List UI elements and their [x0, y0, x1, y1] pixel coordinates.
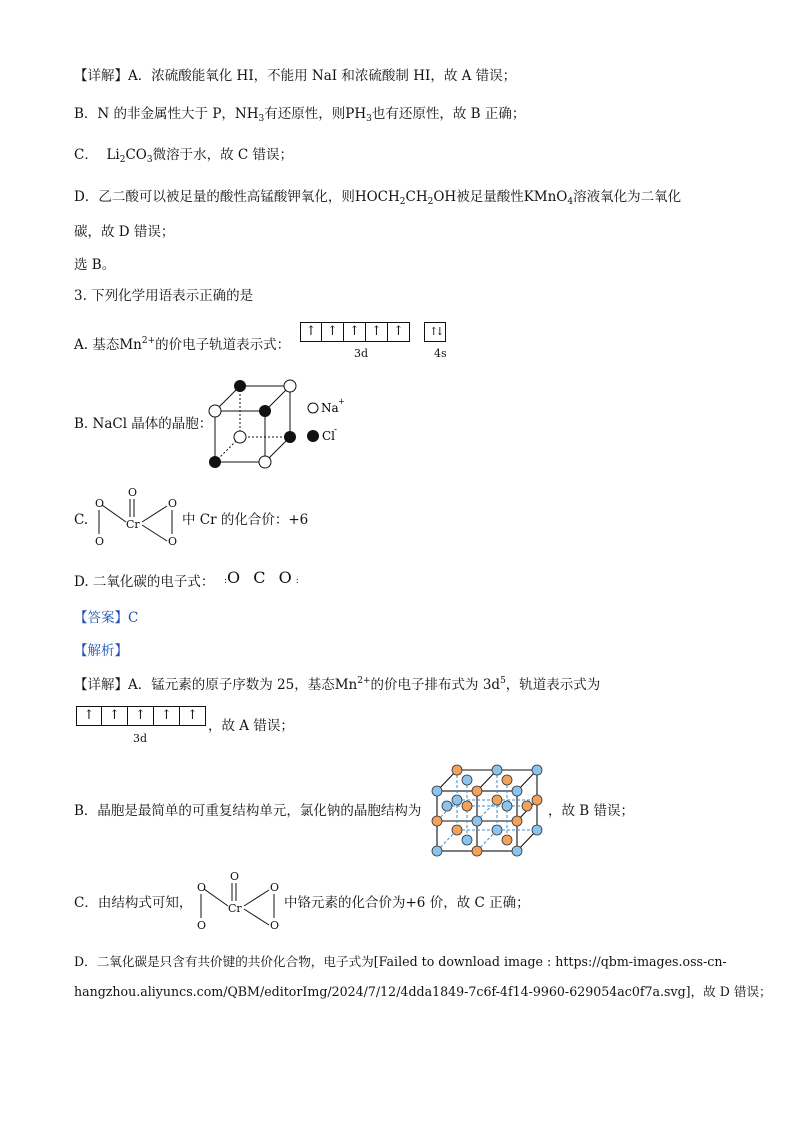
text: B．晶胞是最简单的可重复结构单元，氯化钠的晶胞结构为 — [74, 803, 422, 819]
text: hangzhou.aliyuncs.com/QBM/editorImg/2024/7/12/4dda1849-7c6f-4f14-9960-629054ac0f7a.svg]，故 D 错误； — [74, 984, 772, 999]
legend-na-sup: + — [338, 397, 345, 406]
atom-o: O — [95, 535, 105, 548]
subscript: 2 — [399, 197, 406, 207]
text: 【详解】A．锰元素的原子序数为 25，基态 — [74, 677, 335, 693]
option-a-text: 的价电子轨道表示式： — [155, 337, 291, 353]
detail-tag: 【详解】 — [74, 68, 128, 84]
text: B．N 的非金属性大于 P， — [74, 106, 235, 122]
atom-cr: Cr — [126, 518, 140, 531]
lattice-ion — [432, 786, 442, 796]
atom-o: O — [197, 881, 207, 894]
ion-charge: 2+ — [141, 336, 156, 346]
text: ，故 B 错误； — [548, 803, 635, 819]
detail-line-d — [74, 187, 681, 212]
orbital-caption-3d: 3d — [354, 347, 369, 360]
orbital-box: ↑↓ — [424, 322, 446, 342]
lattice-ion — [522, 801, 532, 811]
subscript: 2 — [427, 197, 434, 207]
question-stem — [74, 286, 253, 306]
formula-kmno4: KMnO — [523, 189, 568, 205]
choice-line — [74, 255, 115, 275]
atom-o: O — [270, 881, 280, 894]
legend-cl-sup: - — [334, 425, 338, 435]
formula-part: OH — [433, 189, 457, 205]
text: ，故 A 错误； — [208, 718, 294, 734]
lattice-ion — [432, 816, 442, 826]
orbital-3d-row — [76, 706, 206, 726]
lattice-ion — [472, 786, 482, 796]
detail-text-a: A．浓硫酸能氧化 HI，不能用 NaI 和浓硫酸制 HI，故 A 错误； — [128, 68, 517, 84]
formula-li2co3: Li — [106, 147, 120, 163]
lattice-ion — [432, 846, 442, 856]
co2-electron-formula: :O C O: — [224, 568, 299, 587]
analysis-text: 【解析】 — [74, 643, 128, 659]
orbital-box: ↑ — [366, 322, 388, 342]
answer-text: 【答案】C — [74, 610, 139, 626]
lattice-ion — [512, 846, 522, 856]
orbital-box: ↑ — [344, 322, 366, 342]
cl-ion — [284, 431, 296, 443]
lattice-ion — [492, 765, 502, 775]
orbital-diagram-detail — [76, 706, 206, 745]
orbital-box: ↑ — [180, 706, 206, 726]
formula-part: CO — [125, 147, 147, 163]
text: 也有还原性，故 B 正确； — [371, 106, 526, 122]
lattice-ion — [452, 795, 462, 805]
atom-o: O — [270, 919, 280, 932]
analysis-detail-a — [74, 671, 600, 695]
text: C． — [74, 147, 98, 163]
option-c-label: C. — [74, 512, 89, 528]
lattice-ion — [462, 801, 472, 811]
orbital-3d-row — [300, 322, 410, 342]
option-a — [74, 331, 290, 355]
text: D．二氧化碳是只含有共价键的共价化合物，电子式为[Failed to download image : https://qbm-images.oss-cn- — [74, 954, 727, 969]
cl-ion — [209, 456, 221, 468]
text: C．由结构式可知， — [74, 895, 193, 911]
choice-text: 选 B。 — [74, 257, 116, 273]
formula-glycol: HOCH — [354, 189, 400, 205]
orbital-caption-3d: 3d — [133, 732, 148, 745]
text: 的价电子排布式为 3d — [370, 677, 501, 693]
analysis-detail-c — [74, 893, 192, 913]
text: 溶液氧化为二氧化 — [573, 189, 682, 205]
na-ion — [259, 456, 271, 468]
atom-cr: Cr — [228, 902, 242, 915]
subscript: 4 — [567, 197, 574, 207]
lattice-ion — [502, 775, 512, 785]
lattice-ion — [492, 795, 502, 805]
option-b — [74, 414, 212, 434]
na-ion — [284, 380, 296, 392]
text: 有还原性，则 — [264, 106, 346, 122]
analysis-detail-c-end — [284, 893, 530, 913]
orbital-diagram-a — [300, 322, 447, 360]
lattice-ion — [442, 801, 452, 811]
detail-line-b — [74, 104, 525, 129]
ion-mn: Mn — [334, 677, 358, 693]
orbital-box: ↑ — [128, 706, 154, 726]
orbital-box: ↑ — [300, 322, 322, 342]
detail-line-d2 — [74, 222, 174, 242]
option-a-label: A. 基态 — [74, 337, 120, 353]
detail-line-a — [74, 66, 516, 86]
option-c-text-span: 中 Cr 的化合价：+6 — [182, 512, 309, 528]
analysis-detail-b — [74, 801, 421, 821]
text: ，轨道表示式为 — [505, 677, 601, 693]
exponent: 5 — [500, 676, 506, 686]
text: 中铬元素的化合价为+6 价，故 C 正确； — [284, 895, 530, 911]
legend-cl: Cl — [322, 429, 336, 443]
analysis-detail-d2 — [74, 982, 772, 1002]
orbital-box: ↑ — [388, 322, 410, 342]
detail-line-c — [74, 145, 293, 170]
atom-o: O — [197, 919, 207, 932]
option-c-text — [182, 510, 308, 530]
lattice-ion — [462, 775, 472, 785]
option-d — [74, 572, 214, 592]
lattice-ion — [472, 846, 482, 856]
formula-ph3: PH — [345, 106, 367, 122]
analysis-detail-d — [74, 952, 727, 972]
text: D．乙二酸可以被足量的酸性高锰酸钾氧化，则 — [74, 189, 355, 205]
atom-o: O — [128, 486, 138, 499]
orbital-box: ↑ — [322, 322, 344, 342]
lattice-ion — [502, 801, 512, 811]
nacl-cell-diagram — [200, 378, 360, 478]
atom-o: O — [230, 870, 240, 883]
analysis-line — [74, 641, 128, 661]
option-d-label: D. 二氧化碳的电子式： — [74, 574, 215, 590]
lattice-ion — [532, 825, 542, 835]
orbital-box: ↑ — [102, 706, 128, 726]
option-c — [74, 510, 88, 530]
answer-line — [74, 608, 138, 628]
analysis-detail-a-end — [208, 716, 294, 736]
analysis-detail-b-end — [548, 801, 634, 821]
ion-mn: Mn — [119, 337, 142, 353]
co2-formula-text: O C O — [227, 568, 296, 587]
orbital-box: ↑ — [76, 706, 102, 726]
lattice-ion — [532, 765, 542, 775]
lattice-ion — [512, 786, 522, 796]
lattice-ion — [502, 835, 512, 845]
cl-ion — [259, 405, 271, 417]
text: 碳，故 D 错误； — [74, 224, 175, 240]
cl-ion — [234, 380, 246, 392]
formula-nh3: NH — [234, 106, 259, 122]
question-3-stem: 3. 下列化学用语表示正确的是 — [74, 288, 254, 304]
text: 被足量酸性 — [456, 189, 524, 205]
orbital-4s-row — [424, 322, 446, 342]
legend-na-icon — [308, 403, 318, 413]
lattice-ion — [472, 816, 482, 826]
text: 微溶于水，故 C 错误； — [152, 147, 294, 163]
ion-charge: 2+ — [357, 676, 371, 686]
cro5-structure-b — [190, 870, 284, 934]
subscript: 2 — [119, 155, 126, 165]
subscript: 3 — [366, 114, 372, 124]
atom-o: O — [168, 535, 178, 548]
lattice-ion — [532, 795, 542, 805]
lattice-ion — [462, 835, 472, 845]
nacl-lattice-diagram — [428, 762, 546, 858]
lattice-ion — [512, 816, 522, 826]
lattice-ion — [452, 825, 462, 835]
cro5-structure-a — [88, 486, 182, 550]
legend-na: Na — [321, 401, 339, 415]
legend-cl-icon — [307, 430, 319, 442]
orbital-caption-4s: 4s — [434, 347, 447, 360]
lattice-ion — [452, 765, 462, 775]
subscript: 3 — [258, 114, 265, 124]
na-ion — [234, 431, 246, 443]
option-b-label: B. NaCl 晶体的晶胞： — [74, 416, 213, 432]
na-ion — [209, 405, 221, 417]
lattice-ion — [492, 825, 502, 835]
subscript: 3 — [146, 155, 153, 165]
orbital-box: ↑ — [154, 706, 180, 726]
formula-part: CH — [405, 189, 428, 205]
atom-o: O — [168, 497, 178, 510]
atom-o: O — [95, 497, 105, 510]
